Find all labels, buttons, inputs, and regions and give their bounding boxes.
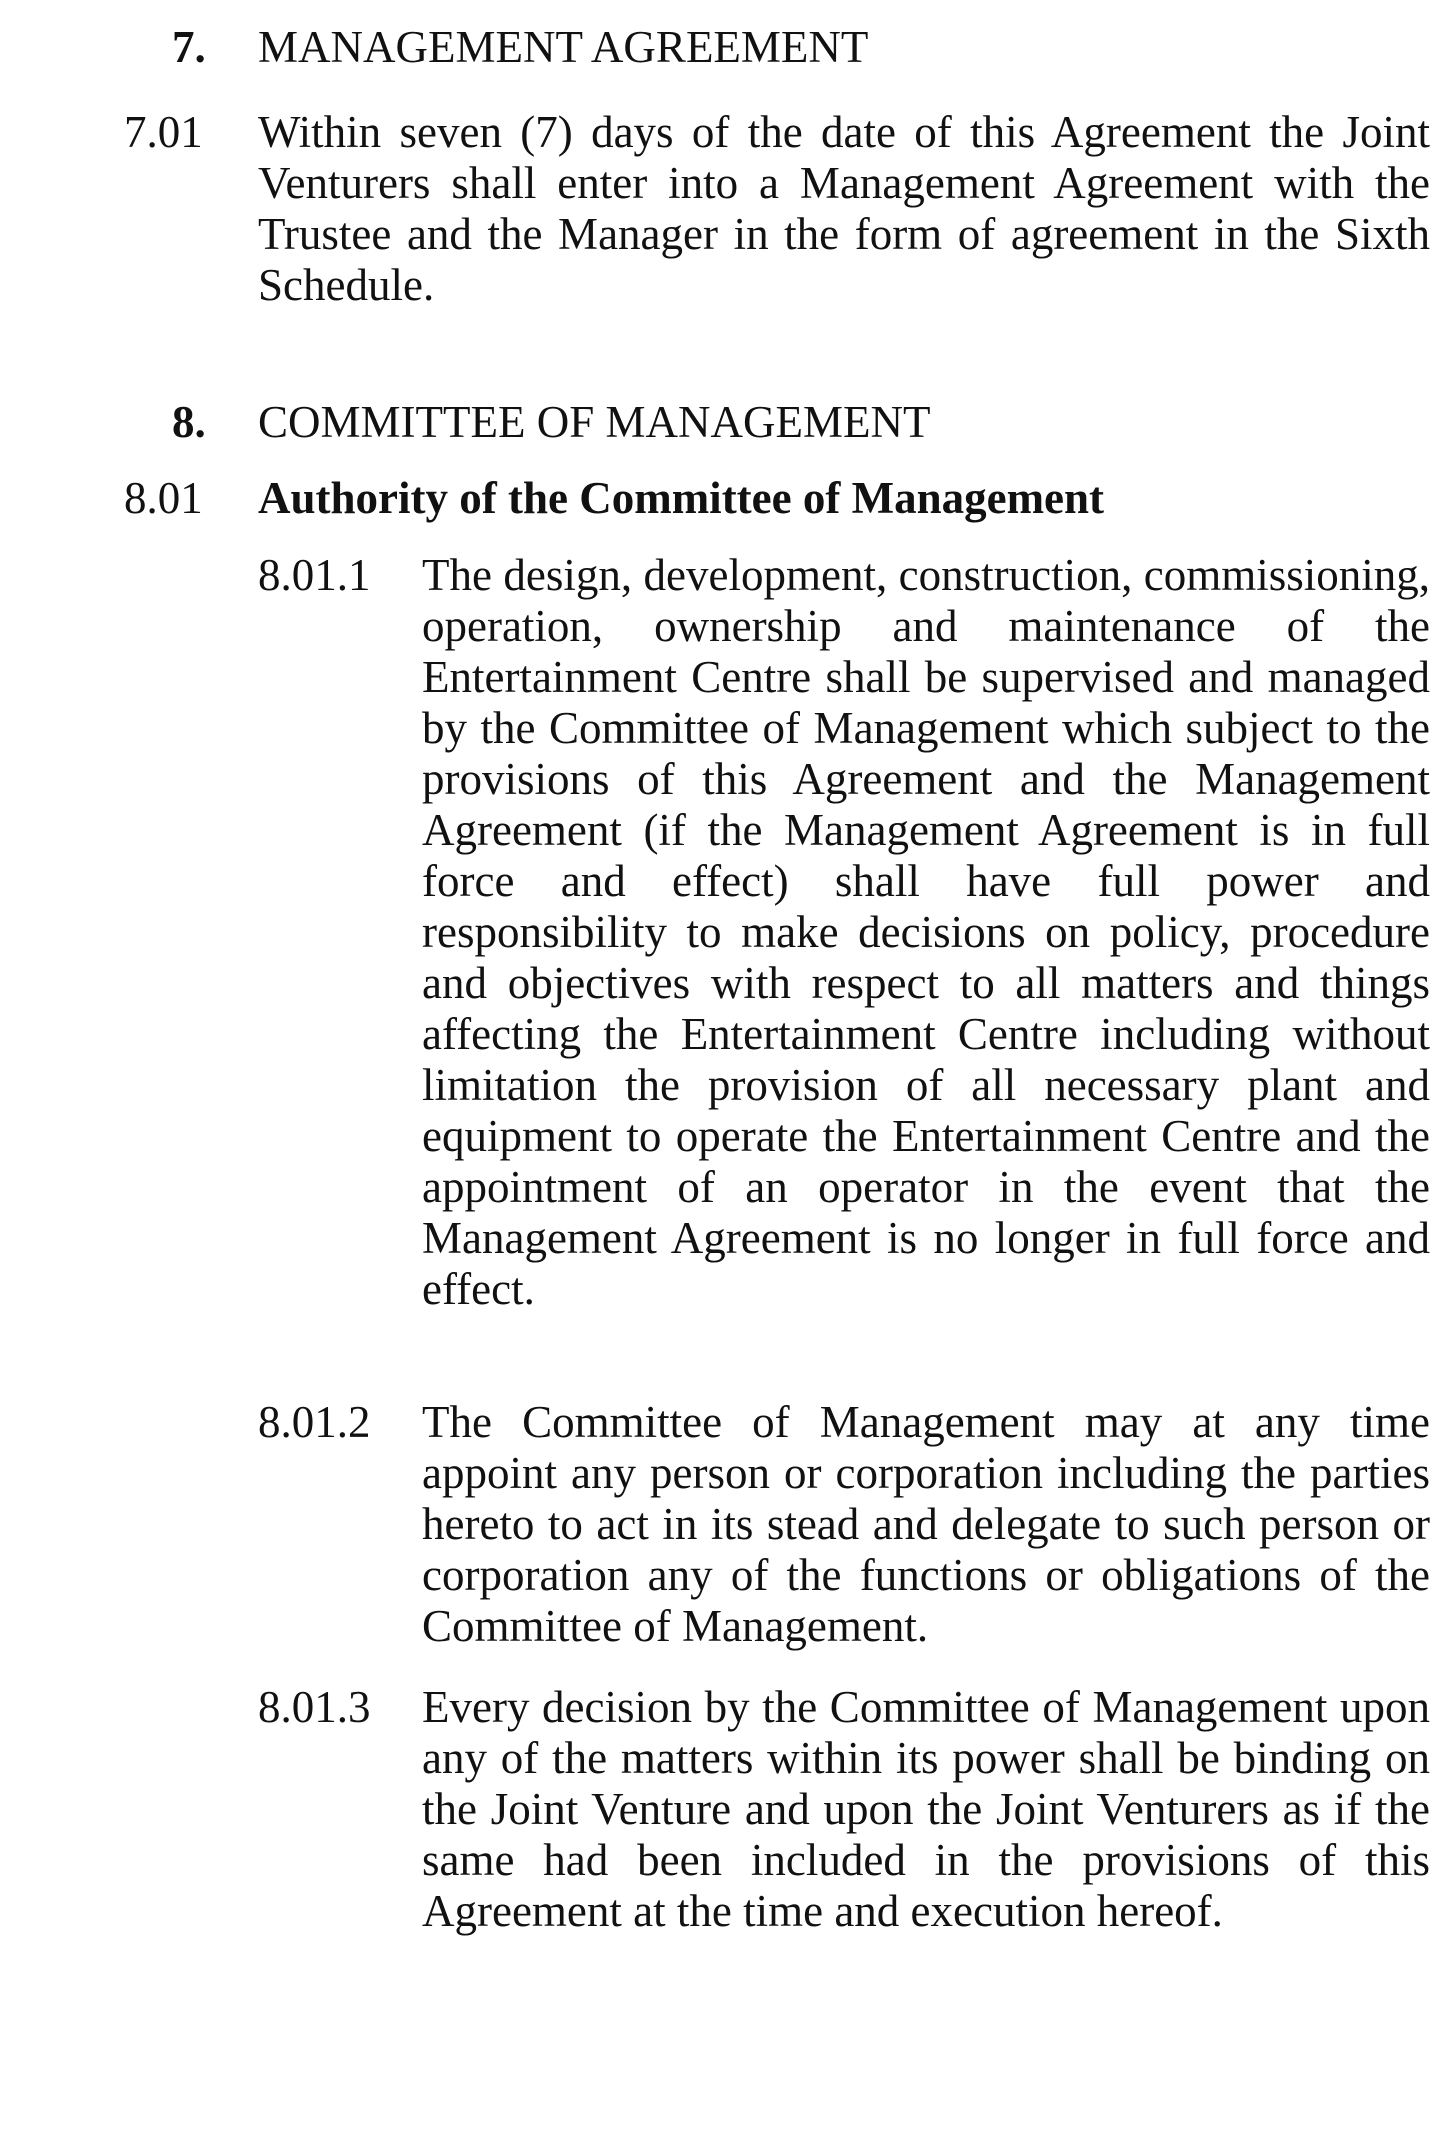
subclause-number: 8.01.1 [258,550,371,600]
clause-number: 8.01 [124,473,203,523]
subclause-text: The Committee of Management may at any time appoint any person or corporation including the parties hereto to act in its stead and delegate to such person or corporation any of the functions or obligations of the Committee of Management. [422,1397,1430,1651]
section-title: COMMITTEE OF MANAGEMENT [258,397,931,447]
section-number: 7. [172,22,206,72]
clause-text: Within seven (7) days of the date of this Agreement the Joint Venturers shall enter into a Management Agreement with the Trustee and the Manager in the form of agreement in the Sixth Schedule. [258,107,1430,310]
subclause-number: 8.01.2 [258,1397,371,1447]
clause-title: Authority of the Committee of Management [258,473,1105,523]
subclause-number: 8.01.3 [258,1682,371,1732]
section-title: MANAGEMENT AGREEMENT [258,22,869,72]
section-number: 8. [172,397,206,447]
clause-number: 7.01 [124,107,203,157]
subclause-text: The design, development, construction, commissioning, operation, ownership and maintenance of the Entertainment Centre shall be supervised and managed by the Committee of Management which subject to the provisions of this Agreement and the Management Agreement (if the Management Agreement is in full force and effect) shall have full power and responsibility to make decisions on policy, procedure and objectives with respect to all matters and things affecting the Entertainment Centre including without limitation the provision of all necessary plant and equipment to operate the Entertainment Centre and the appointment of an operator in the event that the Management Agreement is no longer in full force and effect. [422,550,1430,1314]
subclause-text: Every decision by the Committee of Management upon any of the matters within its power shall be binding on the Joint Venture and upon the Joint Venturers as if the same had been included in the provisions of this Agreement at the time and execution hereof. [422,1682,1430,1936]
